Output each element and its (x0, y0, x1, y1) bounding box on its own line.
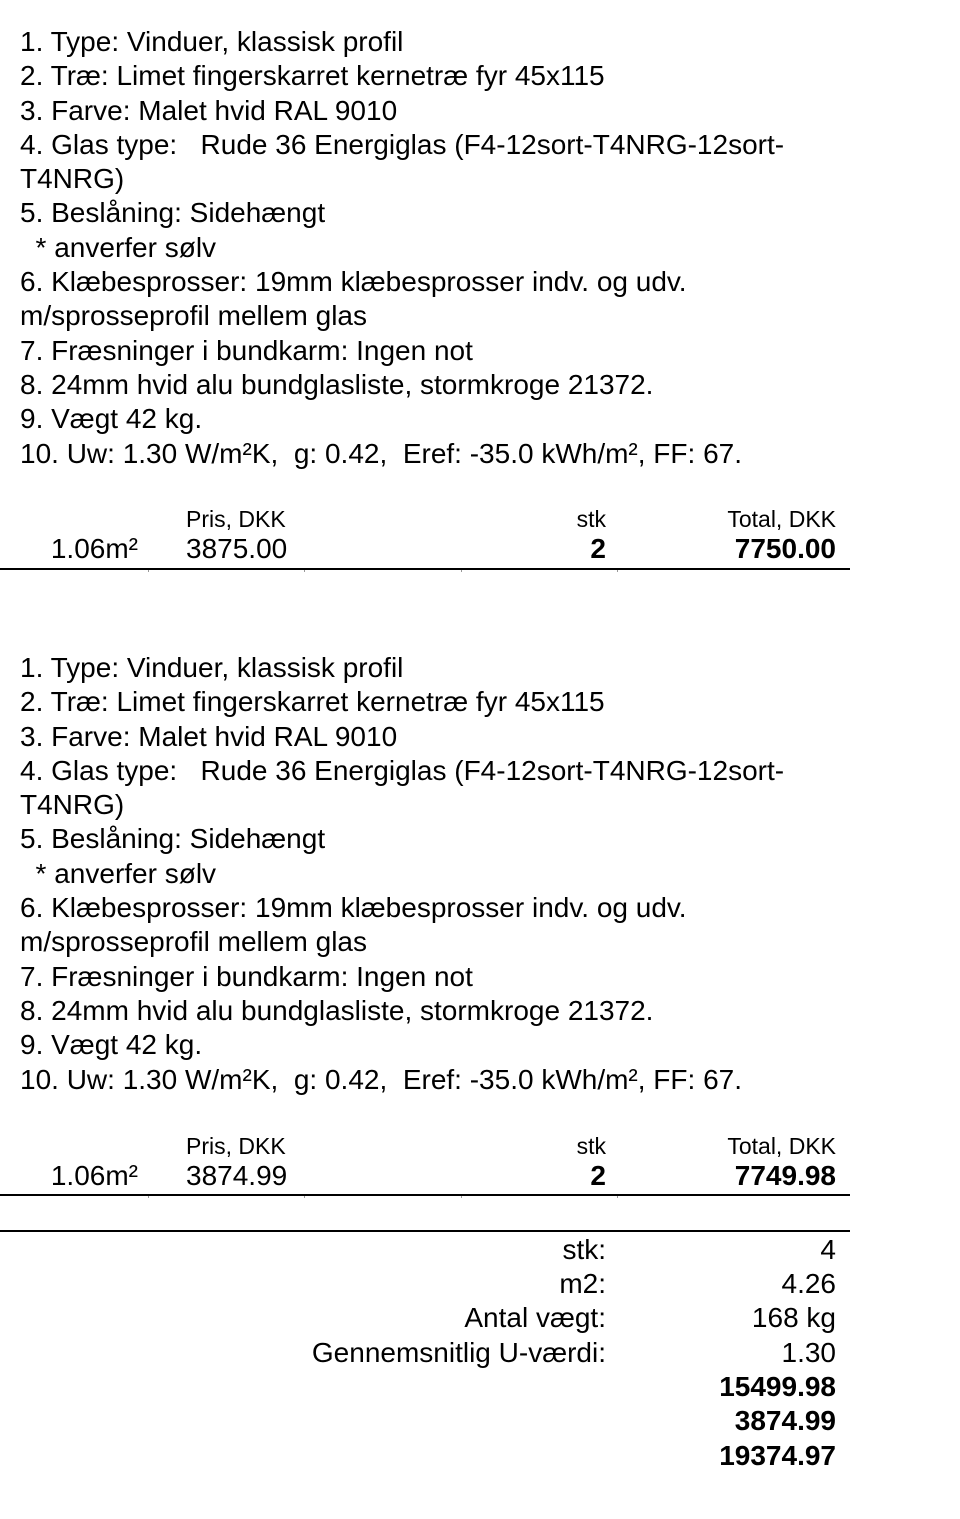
total-label: Total, DKK (727, 1133, 836, 1159)
column-tick (617, 570, 618, 572)
stk-value: 2 (590, 533, 606, 564)
column-tick (461, 1196, 462, 1198)
total-value: 7750.00 (734, 533, 836, 564)
stk-label: stk (576, 506, 606, 532)
spec-line: m/sprosseprofil mellem glas (20, 926, 367, 958)
spec-line: 8. 24mm hvid alu bundglasliste, stormkroge 21372. (20, 368, 654, 400)
spec-line: 3. Farve: Malet hvid RAL 9010 (20, 720, 398, 752)
spec-line: 5. Beslåning: Sidehængt (20, 823, 326, 855)
spec-line: 3. Farve: Malet hvid RAL 9010 (20, 94, 398, 126)
spec-line: 2. Træ: Limet fingerskarret kernetræ fyr 45x115 (20, 686, 605, 718)
summary-total: 19374.97 (719, 1440, 836, 1471)
spec-line: 10. Uw: 1.30 W/m²K, g: 0.42, Eref: -35.0 kWh/m², FF: 67. (20, 1063, 742, 1095)
stk-label: stk (576, 1133, 606, 1159)
spec-line: 9. Vægt 42 kg. (20, 403, 203, 435)
spec-line: 4. Glas type: Rude 36 Energiglas (F4-12sort-T4NRG-12sort- (20, 128, 785, 160)
item-1-price-row (0, 533, 960, 569)
column-tick (461, 570, 462, 572)
summary-row-m2 (0, 1268, 960, 1302)
summary-row-weight (0, 1302, 960, 1336)
spec-line: 10. Uw: 1.30 W/m²K, g: 0.42, Eref: -35.0 kWh/m², FF: 67. (20, 437, 742, 469)
spec-line: 5. Beslåning: Sidehængt (20, 197, 326, 229)
spec-line: 1. Type: Vinduer, klassisk profil (20, 652, 404, 683)
area-value: 1.06m² (50, 1160, 138, 1191)
summary-value: 4.26 (781, 1268, 836, 1299)
summary-total-vat (0, 1405, 960, 1439)
column-tick (148, 570, 149, 572)
spec-line: T4NRG) (20, 789, 125, 821)
item-1-specification (20, 25, 880, 471)
column-tick (148, 1196, 149, 1198)
pris-label: Pris, DKK (186, 1133, 286, 1159)
summary-label: Antal vægt: (464, 1302, 606, 1333)
item-1-divider (0, 568, 850, 570)
spec-line: 6. Klæbesprosser: 19mm klæbesprosser indv. og udv. (20, 266, 687, 298)
summary-value: 4 (820, 1234, 836, 1265)
item-2-price-row (0, 1160, 960, 1196)
summary-label: m2: (559, 1268, 606, 1299)
spec-line: 2. Træ: Limet fingerskarret kernetræ fyr 45x115 (20, 60, 605, 92)
spec-line: T4NRG) (20, 163, 125, 195)
total-value: 7749.98 (734, 1160, 836, 1191)
spec-line: 7. Fræsninger i bundkarm: Ingen not (20, 334, 473, 366)
summary-total: 3874.99 (734, 1405, 836, 1436)
pris-value: 3874.99 (186, 1160, 288, 1191)
summary-value: 1.30 (781, 1337, 836, 1368)
item-2-specification (20, 651, 880, 1097)
summary-total-grand (0, 1440, 960, 1474)
summary-row-u-value (0, 1337, 960, 1371)
area-value: 1.06m² (50, 533, 138, 564)
spec-line: 9. Vægt 42 kg. (20, 1029, 203, 1061)
spec-line: * anverfer sølv (20, 857, 217, 889)
total-label: Total, DKK (727, 506, 836, 532)
summary-label: Gennemsnitlig U-værdi: (311, 1337, 606, 1368)
stk-value: 2 (590, 1160, 606, 1191)
spec-line: m/sprosseprofil mellem glas (20, 300, 367, 332)
spec-line: 7. Fræsninger i bundkarm: Ingen not (20, 960, 473, 992)
summary-total: 15499.98 (719, 1371, 836, 1402)
pris-value: 3875.00 (186, 533, 288, 564)
spec-line: 1. Type: Vinduer, klassisk profil (20, 26, 404, 57)
column-tick (304, 570, 305, 572)
summary-row-stk (0, 1234, 960, 1268)
summary-value: 168 kg (751, 1302, 836, 1333)
pris-label: Pris, DKK (186, 506, 286, 532)
summary-divider (0, 1230, 850, 1232)
spec-line: 4. Glas type: Rude 36 Energiglas (F4-12sort-T4NRG-12sort- (20, 754, 785, 786)
spec-line: 8. 24mm hvid alu bundglasliste, stormkroge 21372. (20, 994, 654, 1026)
item-2-divider (0, 1194, 850, 1196)
column-tick (617, 1196, 618, 1198)
spec-line: 6. Klæbesprosser: 19mm klæbesprosser indv. og udv. (20, 892, 687, 924)
column-tick (304, 1196, 305, 1198)
summary-label: stk: (562, 1234, 606, 1265)
summary-total-subtotal (0, 1371, 960, 1405)
spec-line: * anverfer sølv (20, 231, 217, 263)
